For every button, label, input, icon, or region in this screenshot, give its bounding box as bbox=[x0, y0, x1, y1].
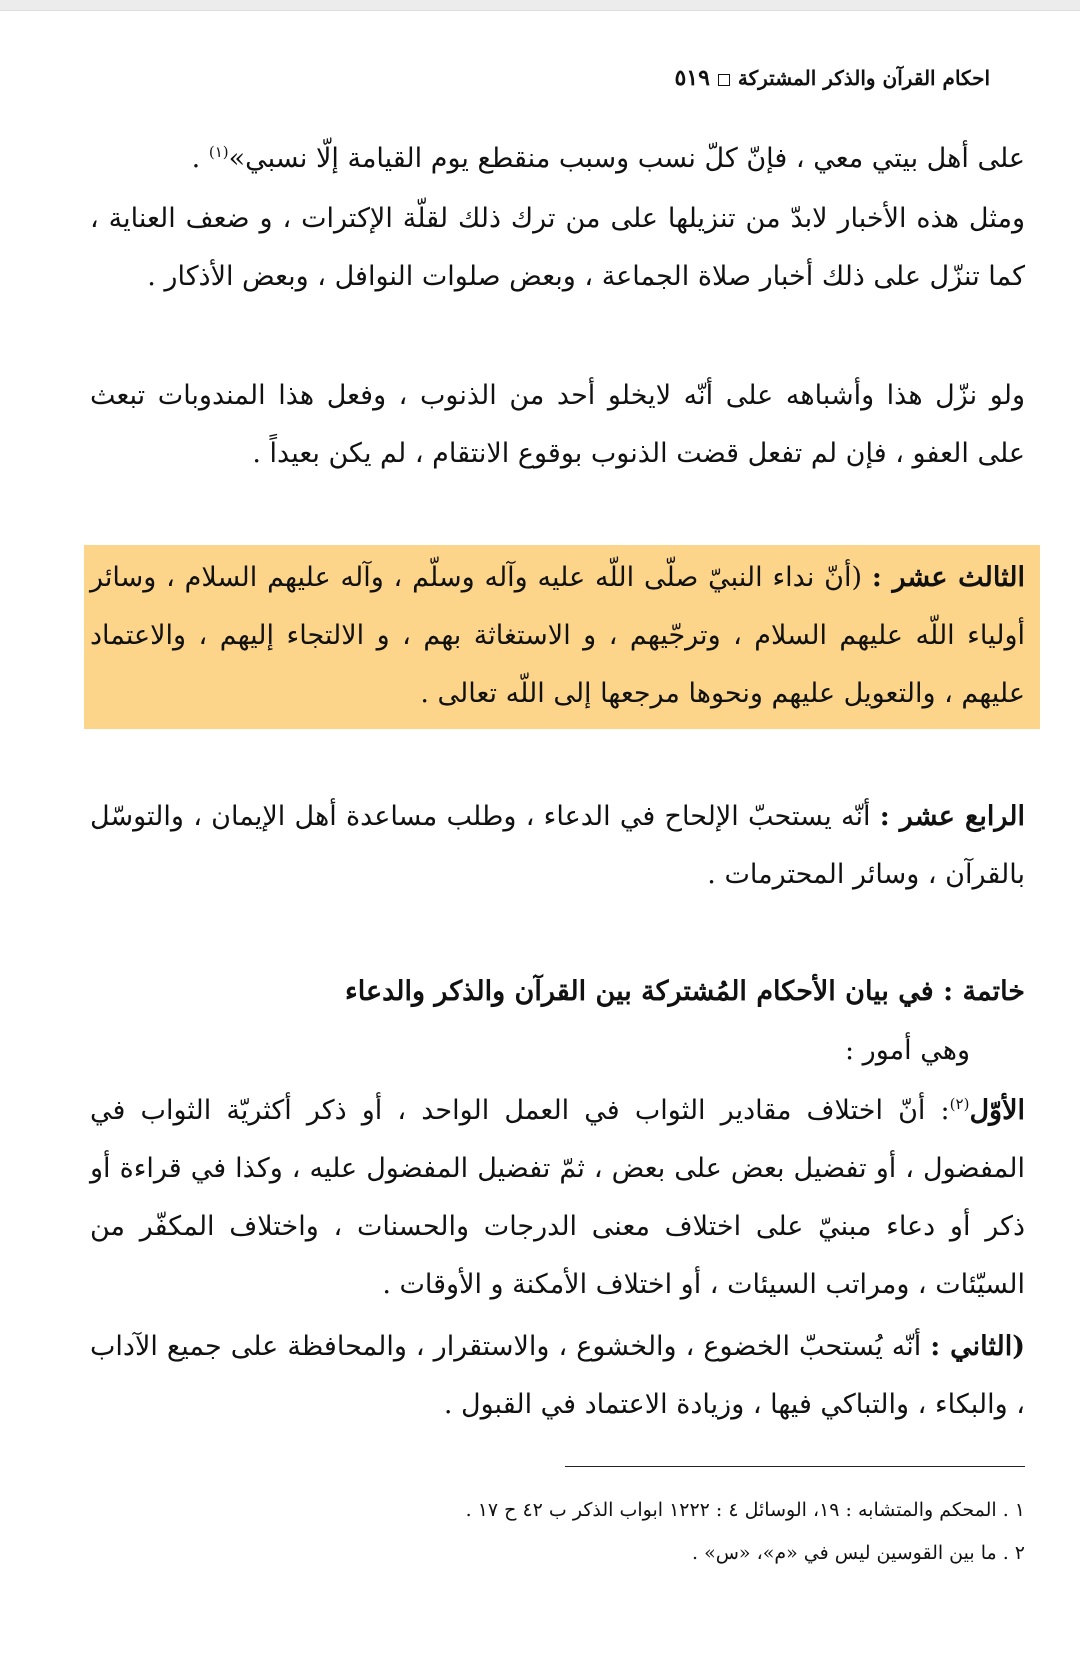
section-14-text: أنّه يستحبّ الإلحاح في الدعاء ، وطلب مساعدة أهل الإيمان ، والتوسّل بالقرآن ، وسائر المحترمات . bbox=[90, 801, 1025, 890]
footnote-2 bbox=[90, 1533, 1025, 1573]
paragraph-4-highlighted bbox=[90, 549, 1025, 723]
paragraph-2 bbox=[90, 190, 1025, 306]
footnote-ref-2: (٢) bbox=[949, 1095, 970, 1113]
paragraph-7 bbox=[90, 1022, 970, 1080]
paragraph-5 bbox=[90, 788, 1025, 904]
section-13-heading: الثالث عشر : bbox=[871, 562, 1026, 593]
top-status-strip bbox=[0, 0, 1080, 11]
section-13-text: (أنّ نداء النبيّ صلّى اللّه عليه وآله وسلّم ، وآله عليهم السلام ، وسائر أولياء اللّه عليهم السلام ، وترجّيهم ، و الاستغاثة بهم ، و الالتجاء إليهم ، والاعتماد عليهم ، والتعويل عليهم ونحوها مرجعها إلى اللّه تعالى . bbox=[90, 562, 1025, 709]
paragraph-3 bbox=[90, 367, 1025, 483]
section-14-heading: الرابع عشر : bbox=[879, 801, 1025, 832]
paragraph-6 bbox=[90, 963, 1025, 1021]
item-1-heading: الأوّل bbox=[969, 1095, 1025, 1126]
item-2-heading: (الثاني : bbox=[930, 1331, 1025, 1362]
conclusion-title: في بيان الأحكام المُشتركة بين القرآن والذكر والدعاء bbox=[345, 976, 944, 1007]
footnote-divider bbox=[565, 1466, 1025, 1467]
paragraph-1-end: . bbox=[191, 143, 209, 174]
footnote-1 bbox=[90, 1490, 1025, 1530]
conclusion-heading: خاتمة : bbox=[943, 976, 1025, 1007]
footnote-ref-1: (١) bbox=[208, 143, 229, 161]
paragraph-8 bbox=[90, 1082, 1025, 1314]
item-1-text: : أنّ اختلاف مقادير الثواب في العمل الواحد ، أو ذكر أكثريّة الثواب في المفضول ، أو تفضيل بعض على بعض ، ثمّ تفضيل المفضول عليه ، وكذا في قراءة أو ذكر أو دعاء مبنيّ على اختلاف معنى الدرجات والحسنات ، واختلاف المكفّر من السيّئات ، ومراتب السيئات ، أو اختلاف الأمكنة و الأوقات . bbox=[90, 1095, 1025, 1300]
paragraph-1 bbox=[90, 130, 1025, 188]
item-2-text: أنّه يُستحبّ الخضوع ، والخشوع ، والاستقرار ، والمحافظة على جميع الآداب ، والبكاء ، والتباكي فيها ، وزيادة الاعتماد في القبول . bbox=[90, 1331, 1025, 1420]
paragraph-9 bbox=[90, 1318, 1025, 1434]
list-intro: وهي أمور : bbox=[845, 1035, 970, 1066]
footnote-2-text: ٢ . ما بين القوسين ليس في «م»، «س» . bbox=[692, 1542, 1025, 1564]
footnote-1-text: ١ . المحكم والمتشابه : ١٩، الوسائل ٤ : ١٢٢٢ ابواب الذكر ب ٤٢ ح ١٧ . bbox=[465, 1499, 1025, 1521]
header-title: احكام القرآن والذكر المشتركة bbox=[737, 66, 990, 90]
paragraph-1-text: على أهل بيتي معي ، فإنّ كلّ نسب وسبب منقطع يوم القيامة إلّا نسبي» bbox=[228, 143, 1025, 174]
paragraph-3-text: ولو نزّل هذا وأشباهه على أنّه لايخلو أحد من الذنوب ، وفعل هذا المندوبات تبعث على العفو ، فإن لم تفعل قضت الذنوب بوقوع الانتقام ، لم يكن بعيداً . bbox=[90, 380, 1025, 469]
square-separator-icon bbox=[718, 74, 730, 86]
page-number: ٥١٩ bbox=[674, 65, 710, 91]
paragraph-2-text: ومثل هذه الأخبار لابدّ من تنزيلها على من ترك ذلك لقلّة الإكترات ، و ضعف العناية ، كما تنزّل على ذلك أخبار صلاة الجماعة ، وبعض صلوات النوافل ، وبعض الأذكار . bbox=[90, 203, 1025, 292]
running-header bbox=[90, 60, 990, 96]
